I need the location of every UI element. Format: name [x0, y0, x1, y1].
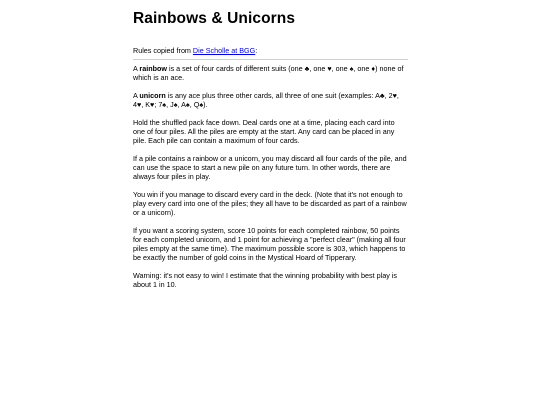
rainbow-pre: A: [133, 64, 140, 73]
rainbow-term: rainbow: [139, 64, 167, 73]
source-link[interactable]: Die Scholle at BGG: [192, 46, 256, 55]
source-prefix: Rules copied from: [133, 46, 193, 55]
unicorn-pre: A: [133, 91, 140, 100]
source-line: [133, 46, 408, 55]
unicorn-text: is any ace plus three other cards, all three of one suit (examples: A♣, 2♥, 4♥, K♥; 7♠, J♠, A♠, Q♠).: [133, 91, 399, 109]
unicorn-definition: [133, 91, 408, 109]
win-condition: You win if you manage to discard every card in the deck. (Note that it's not enough to play every card into one of the piles; they all have to be discarded as part of a rainbow or a unicorn).: [133, 190, 407, 217]
scoring-rules: If you want a scoring system, score 10 points for each completed rainbow, 50 points for each completed unicorn, and 1 point for achieving a "perfect clear" (making all four piles empty at the same time). The maximum possible score is 303, which happens to be exactly the number of gold coins in the Mystical Hoard of Tipperary.: [133, 226, 406, 262]
warning: Warning: it's not easy to win! I estimate that the winning probability with best play is about 1 in 10.: [133, 271, 397, 289]
discard-rules: If a pile contains a rainbow or a unicorn, you may discard all four cards of the pile, and can use the space to start a new pile on any future turn. In other words, there are always four piles in play.: [133, 154, 407, 181]
source-suffix: :: [255, 46, 258, 55]
page-title: Rainbows & Unicorns: [133, 10, 296, 27]
divider: [133, 59, 408, 60]
rainbow-text: is a set of four cards of different suits (one ♣, one ♥, one ♠, one ♦) none of which is an ace.: [133, 64, 404, 82]
page-content: [133, 10, 408, 298]
deal-rules: Hold the shuffled pack face down. Deal cards one at a time, placing each card into one of four piles. All the piles are empty at the start. Any card can be placed in any pile. Each pile can contain a maximum of four cards.: [133, 118, 395, 145]
unicorn-term: unicorn: [139, 91, 166, 100]
rainbow-definition: [133, 64, 408, 82]
